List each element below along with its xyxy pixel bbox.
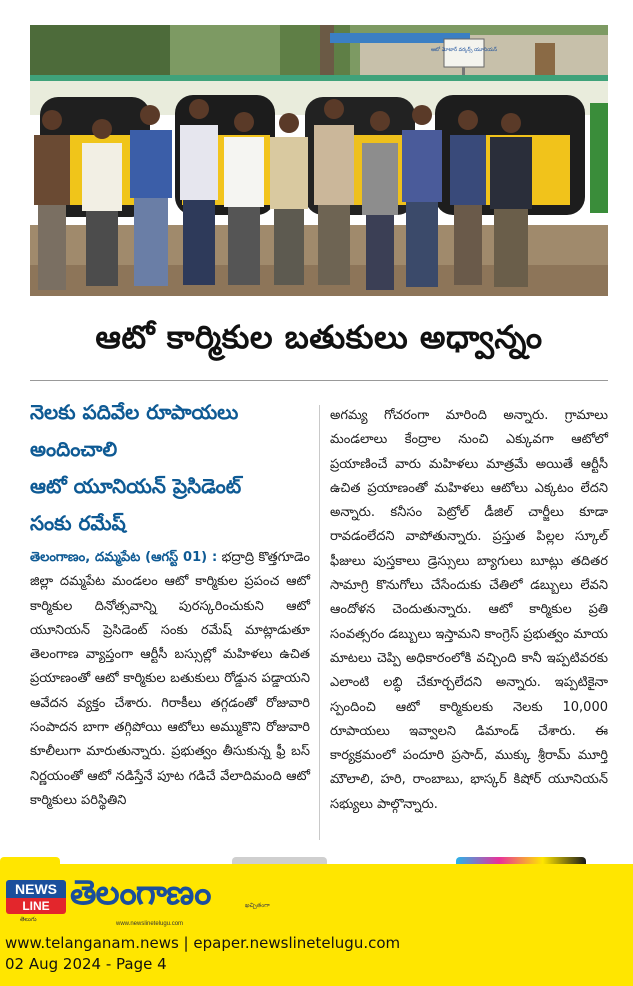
brand-title[interactable]: తెలంగాణం	[70, 873, 211, 913]
subhead-line-4: సంకు రమేష్	[30, 511, 126, 535]
headline: ఆటో కార్మికుల బతుకులు అధ్వాన్నం	[95, 318, 543, 356]
logo-line-text: LINE	[6, 898, 66, 914]
subhead-line-1: నెలకు పదివేల రూపాయలు	[30, 400, 239, 424]
news-photo	[30, 25, 608, 296]
footer-date-page: 02 Aug 2024 - Page 4	[5, 955, 167, 973]
headline-rule	[30, 380, 608, 381]
brand-url[interactable]: www.newslinetelugu.com	[116, 921, 184, 927]
article-left-text: భద్రాద్రి కొత్తగూడెం జిల్లా దమ్మపేట మండలం ఆటో కార్మికుల ప్రపంచ ఆటో కార్మికుల దినోత్సవాన్ని పురస్కరించుకుని ఆటో యూనియన్ ప్రెసిడెంట్ సంకు రమేష్ మాట్లాడుతూ తెలంగాణ వ్యాప్తంగా ఆర్టీసీ బస్సుల్లో మహిళలు ఉచిత ప్రయాణంతో ఆటో కార్మికుల బతుకులు రోడ్డున పడ్డాయని ఆవేదన వ్యక్తం చేశారు. గిరాకీలు తగ్గడంతో రోజువారి సంపాదన బాగా తగ్గిపోయి ఆటోలు అమ్ముకొని రోజువారి కూలీలుగా మారుతున్నారు. ప్రభుత్వం తీసుకున్న ఫ్రీ బస్ నిర్ణయంతో ఆటో నడిస్తేనే పూట గడిచే వేలాదిమంది ఆటో కార్మికులు పరిస్థితిని	[30, 550, 310, 808]
subhead-line-3: ఆటో యూనియన్ ప్రెసిడెంట్	[30, 474, 242, 498]
brand-tagline: ఖచ్చితంగా	[245, 902, 270, 909]
column-divider	[319, 405, 320, 840]
article-right-text: అగమ్య గోచరంగా మారింది అన్నారు. గ్రామాలు మండలాలు కేంద్రాల నుంచి ఎక్కువగా ఆటోలో ప్రయాణించే వారు మహిళలు మాత్రమే అయితే ఆర్టీసీ ఉచిత ప్రయాణంతో మహిళలు ఆటోలు ఎక్కటం లేదని అన్నారు. కనీసం పెట్రోల్ డీజిల్ చార్జీలు కూడా రావడంలేదని వాపోతున్నారు. ప్రస్తుత పిల్లల స్కూల్ ఫీజులు పుస్తకాలు డ్రెస్సులు బ్యాగులు బూట్లు తదితర సామాగ్రి కొనుగోలు చేసేందుకు చేతిలో డబ్బులు లేవని ఆందోళన చెందుతున్నారు. ఆటో కార్మికుల ప్రతి సంవత్సరం డబ్బులు ఇస్తామని కాంగ్రెస్ ప్రభుత్వం మాయ మాటలు చెప్పి అధికారంలోకి వచ్చింది కానీ ఇప్పటివరకు ఎలాంటి లబ్ధి చేకూర్చలేదని అన్నారు. ఇప్పటికైనా స్పందించి ఆటో కార్మికులకు నెలకు 10,000 రూపాయలు ఇవ్వాలని డిమాండ్ చేశారు. ఈ కార్యక్రమంలో పందూరి ప్రసాద్, ముక్కు శ్రీరామ్ మూర్తి మౌలాలి, హరి, రాంబాబు, భాస్కర్ కిషోర్ యూనియన్ సభ్యులు పాల్గొన్నారు.	[330, 408, 608, 812]
newsline-logo[interactable]	[6, 880, 66, 923]
signboard-text: ఆటో మోటార్ వర్కర్స్ యూనియన్	[430, 47, 498, 53]
dateline: తెలంగాణం, దమ్మపేట (ఆగస్ట్ 01) :	[30, 550, 218, 565]
logo-caption: తెలుగు	[20, 916, 37, 923]
subhead-line-2: అందించాలి	[30, 437, 118, 461]
logo-news-text: NEWS	[6, 880, 66, 898]
article-left-column	[30, 546, 310, 813]
article-right-column	[330, 404, 608, 817]
footer-sites[interactable]: www.telanganam.news | epaper.newslinetelugu.com	[5, 934, 401, 952]
